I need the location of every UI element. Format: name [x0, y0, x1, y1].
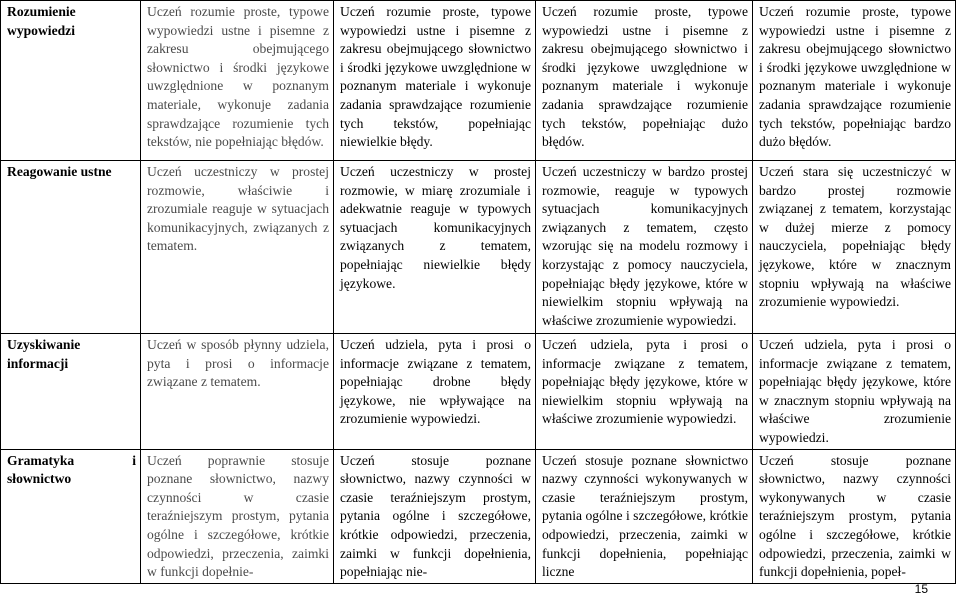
table-row-reagowanie — [1, 161, 956, 334]
criteria-cell: Uczeń uczestniczy w prostej rozmowie, właściwie i zrozumiale reaguje w sytuacjach komunikacyjnych, związanych z tematem. — [141, 161, 334, 334]
criteria-cell: Uczeń w sposób płynny udziela, pyta i prosi o informacje związane z tematem. — [141, 334, 334, 450]
table-row-gramatyka — [1, 449, 956, 583]
criteria-cell: Uczeń poprawnie stosuje poznane słownictwo, nazwy czynności w czasie teraźniejszym prostym, pytania ogólne i szczegółowe, krótkie odpowiedzi, przeczenia, zaimki w funkcji dopełnie- — [141, 449, 334, 583]
row-category-label: Uzyskiwanie informacji — [1, 334, 141, 450]
criteria-cell: Uczeń rozumie proste, typowe wypowiedzi ustne i pisemne z zakresu obejmującego słownictwo i środki językowe uwzględnione w poznanym materiale i wykonuje zadania sprawdzające rozumienie tych tekstów, popełniając dużo błędów. — [536, 1, 753, 161]
criteria-cell: Uczeń udziela, pyta i prosi o informacje związane z tematem, popełniając błędy językowe, które w znacznym stopniu wpływają na właściwe zrozumienie wypowiedzi. — [753, 334, 956, 450]
row-category-label: Reagowanie ustne — [1, 161, 141, 334]
table-row-rozumienie — [1, 1, 956, 161]
criteria-cell: Uczeń rozumie proste, typowe wypowiedzi ustne i pisemne z zakresu obejmującego słownictwo i środki językowe uwzględnione w poznanym materiale i wykonuje zadania sprawdzające rozumienie tych tekstów, popełniając bardzo dużo błędów. — [753, 1, 956, 161]
criteria-cell: Uczeń stosuje poznane słownictwo nazwy czynności wykonywanych w czasie teraźniejszym prostym, pytania ogólne i szczegółowe, krótkie odpowiedzi, przeczenia, zaimki w funkcji dopełnienia, popełniając liczne — [536, 449, 753, 583]
criteria-cell: Uczeń stosuje poznane słownictwo, nazwy czynności wykonywanych w czasie teraźniejszym prostym, pytania ogólne i szczegółowe, krótkie odpowiedzi, przeczenia, zaimki w funkcji dopełnienia, popeł- — [753, 449, 956, 583]
row-category-label: Gramatyka i słownictwo — [1, 449, 141, 583]
page-number: 15 — [914, 582, 928, 596]
criteria-cell: Uczeń udziela, pyta i prosi o informacje związane z tematem, popełniając drobne błędy językowe, nie wpływające na zrozumienie wypowiedzi. — [334, 334, 536, 450]
criteria-cell: Uczeń udziela, pyta i prosi o informacje związane z tematem, popełniając błędy językowe, które w niewielkim stopniu wpływają na właściwe zrozumienie wypowiedzi. — [536, 334, 753, 450]
criteria-cell: Uczeń stara się uczestniczyć w bardzo prostej rozmowie związanej z tematem, korzystając w dużej mierze z pomocy nauczyciela, popełniając błędy językowe, które w znacznym stopniu wpływają na właściwe zrozumienie wypowiedzi. — [753, 161, 956, 334]
criteria-cell: Uczeń uczestniczy w prostej rozmowie, w miarę zrozumiale i adekwatnie reaguje w typowych sytuacjach komunikacyjnych związanych z tematem, popełniając niewielkie błędy językowe. — [334, 161, 536, 334]
criteria-cell: Uczeń uczestniczy w bardzo prostej rozmowie, reaguje w typowych sytuacjach komunikacyjnych związanych z tematem, często wzorując się na modelu rozmowy i korzystając z pomocy nauczyciela, popełniając błędy językowe, które w niewielkim stopniu wpływają na właściwe zrozumienie wypowiedzi. — [536, 161, 753, 334]
criteria-cell: Uczeń rozumie proste, typowe wypowiedzi ustne i pisemne z zakresu obejmującego słownictwo i środki językowe uwzględnione w poznanym materiale i wykonuje zadania sprawdzające rozumienie tych tekstów, popełniając niewielkie błędy. — [334, 1, 536, 161]
criteria-cell: Uczeń rozumie proste, typowe wypowiedzi ustne i pisemne z zakresu obejmującego słownictwo i środki językowe uwzględnione w poznanym materiale, wykonuje zadania sprawdzające rozumienie tych tekstów, nie popełniając błędów. — [141, 1, 334, 161]
criteria-cell: Uczeń stosuje poznane słownictwo, nazwy czynności w czasie teraźniejszym prostym, pytania ogólne i szczegółowe, krótkie odpowiedzi, przeczenia, zaimki w funkcji dopełnienia, popełniając nie- — [334, 449, 536, 583]
row-category-label: Rozumienie wypowiedzi — [1, 1, 141, 161]
table-row-uzyskiwanie — [1, 334, 956, 450]
